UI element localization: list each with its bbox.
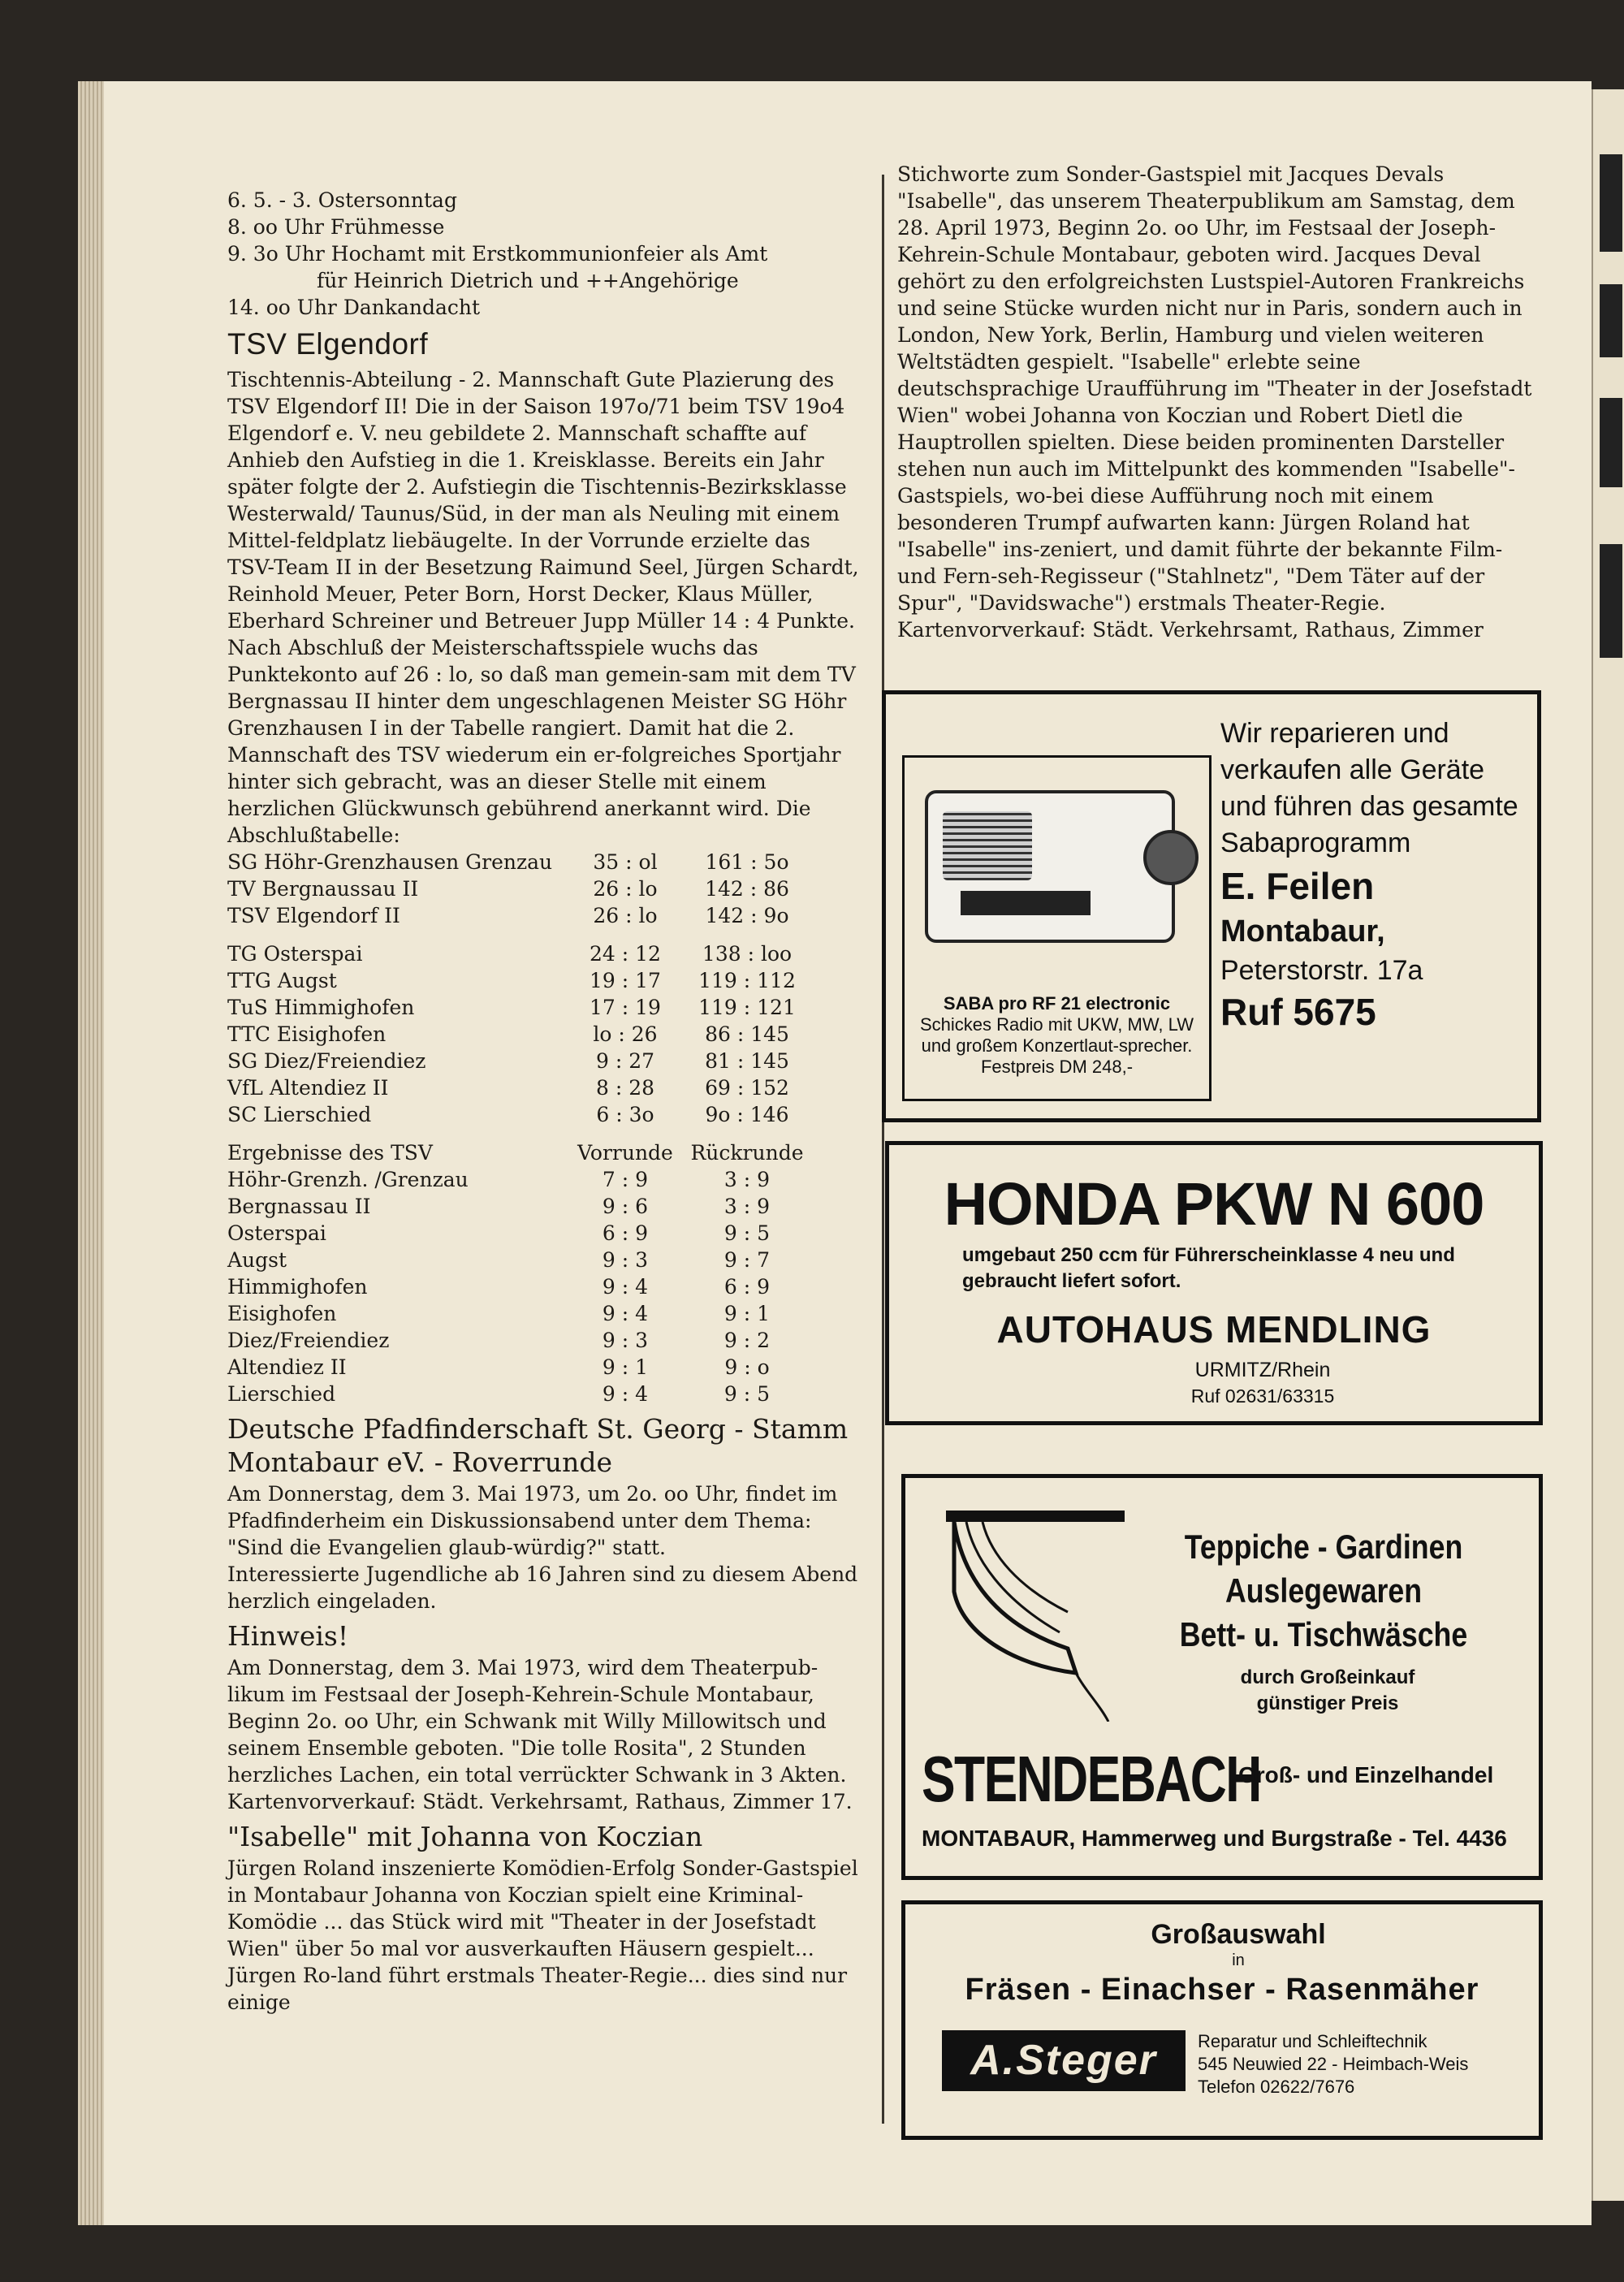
ad-honda — [885, 1141, 1543, 1425]
isabelle-tickets: Kartenvorverkauf: Städt. Verkehrsamt, Rathaus, Zimmer — [897, 618, 1484, 642]
radio-knob-icon — [1143, 830, 1199, 885]
dealer-name: AUTOHAUS MENDLING — [996, 1308, 1432, 1351]
table-header: Ergebnisse des TSV Vorrunde Rückrunde — [227, 1141, 804, 1165]
steger-logo: A.Steger — [942, 2030, 1186, 2091]
honda-subtitle: umgebaut 250 ccm für Führerscheinklasse 4 neu und gebraucht liefert sofort. — [962, 1244, 1455, 1292]
pfadfinder-article: Interessierte Jugendliche ab 16 Jahren sind zu diesem Abend herzlich eingeladen. — [227, 1562, 858, 1613]
ad-steger — [901, 1900, 1543, 2140]
curtain-icon — [946, 1511, 1125, 1722]
pfadfinder-article: Am Donnerstag, dem 3. Mai 1973, um 2o. oo Uhr, findet im Pfadfinderheim ein Diskussionsabend unter dem Thema: "Sind die Evangelien glaub-würdig?" statt. — [227, 1482, 838, 1559]
adjacent-page-print — [1600, 544, 1622, 658]
table-row: SG Höhr-Grenzhausen Grenzau 35 : ol 161 : 5o — [227, 850, 789, 874]
table-row: Augst 9 : 3 9 : 7 — [227, 1248, 771, 1272]
dealer-phone: Ruf 02631/63315 — [1190, 1385, 1335, 1407]
steger-headline: Großauswahl — [1151, 1919, 1326, 1950]
adjacent-page-print — [1600, 284, 1622, 357]
pfadfinder-heading: Deutsche Pfadfinderschaft St. Georg - Stamm Montabaur eV. - Roverrunde — [227, 1413, 849, 1478]
table-row: VfL Altendiez II 8 : 28 69 : 152 — [227, 1076, 789, 1100]
honda-title: HONDA PKW N 600 — [944, 1170, 1484, 1238]
isabelle-continued: Stichworte zum Sonder-Gastspiel mit Jacques Devals "Isabelle", das unserem Theaterpublikum am Samstag, dem 28. April 1973, Beginn 2o. oo Uhr, im Festsaal der Joseph-Kehrein-Schule Montabaur, geboten wird. Jacques Deval gehört zu den erfolgreichsten Lustspiel-Autoren Frankreichs und seine Stücke wurden nicht nur in Paris, sondern auch in London, New York, Berlin, Hamburg und vielen weiteren Weltstädten gespielt. "Isabelle" erlebte seine deutschsprachige Uraufführung im "Theater in der Josefstadt Wien" wobei Johanna von Koczian und Robert Dietl die Hauptrollen spielten. Diese beiden prominenten Darsteller stehen nun auch im Mittelpunkt des kommenden "Isabelle"-Gastspiels, wo-bei diese Aufführung noch mit einem besonderen Trumpf aufwarten kann: Jürgen Roland hat "Isabelle" ins-zeniert, und damit führte der bekannte Film- und Fern-seh-Regisseur ("Stahlnetz", "Dem Täter auf der Spur", "Davidswache") erstmals Theater-Regie. — [897, 162, 1532, 615]
table-row: Osterspai 6 : 9 9 : 5 — [227, 1221, 771, 1245]
adjacent-page — [1592, 89, 1624, 2201]
hinweis-article: Am Donnerstag, dem 3. Mai 1973, wird dem Theaterpub-likum im Festsaal der Joseph-Kehrein-Schule Montabaur, Beginn 2o. oo Uhr, ein Schwank mit Willy Millowitsch und seinem Ensemble geboten. "Die tolle Rosita", 2 Stunden herzliches Lachen, ein total verrückter Schwank in 3 Akten. — [227, 1656, 847, 1787]
left-column — [227, 187, 861, 2016]
steger-in: in — [1232, 1951, 1245, 1969]
standings-table — [227, 849, 861, 1128]
mass-line: 8. oo Uhr Frühmesse — [227, 215, 445, 239]
mass-line: 6. 5. - 3. Ostersonntag — [227, 188, 457, 212]
table-row: TSV Elgendorf II 26 : lo 142 : 9o — [227, 904, 789, 927]
stendebach-address: MONTABAUR, Hammerweg und Burgstraße - Tel. 4436 — [922, 1826, 1507, 1851]
table-row: Bergnassau II 9 : 6 3 : 9 — [227, 1195, 771, 1218]
mass-line: 9. 3o Uhr Hochamt mit Erstkommunionfeier als Amt — [227, 242, 768, 266]
ad-saba-radio — [882, 690, 1541, 1122]
steger-contact: Reparatur und Schleiftechnik 545 Neuwied 22 - Heimbach-Weis Telefon 02622/7676 — [1198, 2031, 1469, 2097]
radio-buttons — [961, 891, 1091, 915]
right-column — [897, 161, 1547, 643]
table-row: Lierschied 9 : 4 9 : 5 — [227, 1382, 771, 1406]
table-row: Diez/Freiendiez 9 : 3 9 : 2 — [227, 1329, 771, 1352]
isabelle-article: Jürgen Roland inszenierte Komödien-Erfolg Sonder-Gastspiel in Montabaur Johanna von Koczian spielt eine Kriminal-Komödie ... das Stück wird mit "Theater in der Josefstadt Wien" über 5o mal vor ausverkauften Häusern gespielt... Jürgen Ro-land führt erstmals Theater-Regie... dies sind nur einige — [227, 1856, 858, 2014]
table-row: SG Diez/Freiendiez 9 : 27 81 : 145 — [227, 1049, 789, 1073]
hinweis-heading: Hinweis! — [227, 1620, 349, 1652]
table-row: Eisighofen 9 : 4 9 : 1 — [227, 1302, 771, 1325]
hinweis-article: Kartenvorverkauf: Städt. Verkehrsamt, Rathaus, Zimmer 17. — [227, 1790, 853, 1813]
table-row: TG Osterspai 24 : 12 138 : loo — [227, 942, 793, 966]
tsv-heading: TSV Elgendorf — [227, 327, 429, 361]
isabelle-heading: "Isabelle" mit Johanna von Koczian — [227, 1821, 703, 1852]
shop-street: Peterstorstr. 17a — [1220, 955, 1423, 986]
book-page-edges — [78, 81, 107, 2225]
radio-speaker-grille — [943, 811, 1032, 880]
shop-city: Montabaur, — [1220, 914, 1385, 949]
shop-name: E. Feilen — [1220, 865, 1375, 907]
stendebach-tagline: durch Großeinkauf günstiger Preis — [1240, 1666, 1415, 1714]
table-row: TV Bergnaussau II 26 : lo 142 : 86 — [227, 877, 789, 901]
saba-slogan: Wir reparieren und verkaufen alle Geräte und führen das gesamte Sabaprogramm E. Feilen Montabaur, Peterstorstr. 17a Ruf 5675 — [1220, 715, 1529, 1035]
table-row: TTG Augst 19 : 17 119 : 112 — [227, 969, 796, 992]
table-row: TTC Eisighofen lo : 26 86 : 145 — [227, 1022, 789, 1046]
shop-phone: Ruf 5675 — [1220, 991, 1376, 1033]
results-table — [227, 1139, 861, 1407]
radio-caption: SABA pro RF 21 electronic Schickes Radio mit UKW, MW, LW und großem Konzertlaut-sprecher. Festpreis DM 248,- — [920, 993, 1194, 1077]
table-row: Höhr-Grenzh. /Grenzau 7 : 9 3 : 9 — [227, 1168, 771, 1191]
table-row: SC Lierschied 6 : 3o 9o : 146 — [227, 1103, 789, 1126]
table-row: Altendiez II 9 : 1 9 : o — [227, 1355, 770, 1379]
adjacent-page-print — [1600, 154, 1622, 252]
mass-line: 14. oo Uhr Dankandacht — [227, 296, 481, 319]
stendebach-name: STENDEBACH — [922, 1743, 1261, 1815]
radio-icon — [925, 790, 1175, 943]
tsv-article: Tischtennis-Abteilung - 2. Mannschaft Gute Plazierung des TSV Elgendorf II! Die in der Saison 197o/71 beim TSV 19o4 Elgendorf e. V. neu gebildete 2. Mannschaft schaffte auf Anhieb den Aufstieg in die 1. Kreisklasse. Bereits ein Jahr später folgte der 2. Aufstiegin die Tischtennis-Bezirksklasse Westerwald/ Taunus/Süd, in der man als Neuling mit einem Mittel-feldplatz liebäugelte. In der Vorrunde erzielte das TSV-Team II in der Besetzung Raimund Seel, Jürgen Schardt, Reinhold Meuer, Peter Born, Horst Decker, Klaus Müller, Eberhard Schreiner und Betreuer Jupp Müller 14 : 4 Punkte. Nach Abschluß der Meisterschaftsspiele wuchs das Punktekonto auf 26 : lo, so daß man gemein-sam mit dem TV Bergnassau II hinter dem ungeschlagenen Meister SG Höhr Grenzhausen I in der Tabelle rangiert. Damit hat die 2. Mannschaft des TSV wiederum ein er-folgreiches Sportjahr hinter sich gebracht, was an dieser Stelle mit einem herzlichen Glückwunsch gebührend anerkannt wird. Die Abschlußtabelle: — [227, 368, 859, 847]
steger-products: Fräsen - Einachser - Rasenmäher — [965, 1973, 1479, 2007]
radio-illustration — [902, 755, 1212, 1101]
ad-stendebach — [901, 1474, 1543, 1880]
mass-line: für Heinrich Dietrich und ++Angehörige — [317, 269, 739, 292]
table-row: TuS Himmighofen 17 : 19 119 : 121 — [227, 996, 796, 1019]
column-divider — [882, 175, 884, 2124]
adjacent-page-print — [1600, 398, 1622, 487]
stendebach-products: Teppiche - Gardinen Auslegewaren Bett- u. Tischwäsche — [1179, 1528, 1468, 1653]
stendebach-trade: Groß- und Einzelhandel — [1238, 1762, 1494, 1787]
table-row: Himmighofen 9 : 4 6 : 9 — [227, 1275, 771, 1299]
dealer-place: URMITZ/Rhein — [1194, 1359, 1331, 1381]
